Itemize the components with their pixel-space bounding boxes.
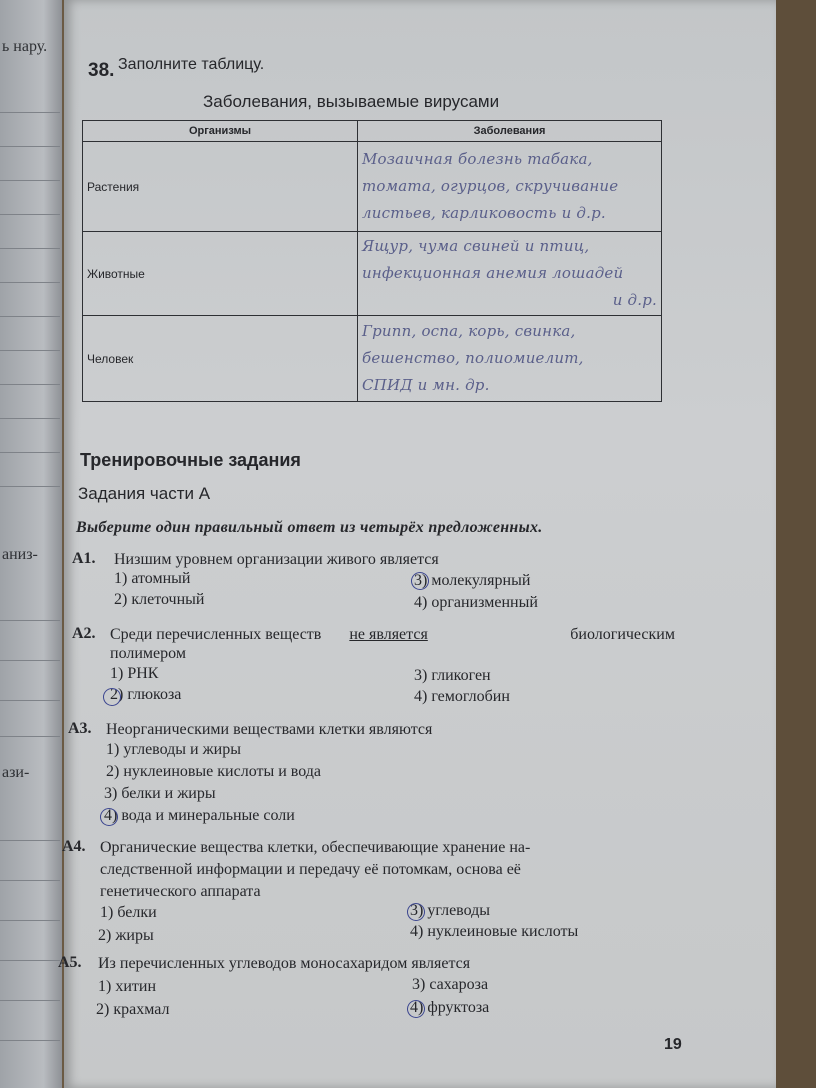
section-subtitle: Задания части А [78,484,211,503]
question-text: полимером [110,645,186,662]
answer-option[interactable]: 1) белки [100,904,157,921]
handwritten-line: томата, огурцов, скручивание [362,177,619,195]
handwritten-line: бешенство, полиомиелит, [362,349,584,367]
handwritten-line: инфекционная анемия лошадей [362,264,624,282]
answer-option[interactable]: 1) РНК [110,665,159,682]
answer-option[interactable]: 2) клеточный [114,591,205,608]
organism-cell: Человек [83,316,358,402]
left-page-edge [0,0,62,1088]
answer-option[interactable]: 2) нуклеиновые кислоты и вода [106,763,322,780]
answer-option[interactable]: 4) фруктоза [410,999,490,1016]
answer-option[interactable]: 3) белки и жиры [104,785,216,802]
answer-option[interactable]: 3) сахароза [412,976,489,993]
handwritten-line: листьев, карликовость и д.р. [362,204,606,222]
task-number: 38. [88,60,115,81]
question-number: А5. [58,954,82,971]
page-number: 19 [664,1036,682,1053]
handwritten-line: СПИД и мн. др. [362,376,490,394]
instruction: Выберите один правильный ответ из четырёх предложенных. [76,519,543,536]
handwritten-line: Мозаичная болезнь табака, [362,150,593,168]
answer-option[interactable]: 4) вода и минеральные соли [104,807,295,824]
left-page-fragment: аниз- [2,546,38,563]
page-edge [776,0,816,1088]
diseases-cell[interactable] [358,232,662,316]
answer-option[interactable]: 2) глюкоза [110,686,182,703]
table-title: Заболевания, вызываемые вирусами [203,92,500,111]
handwritten-line: Грипп, оспа, корь, свинка, [362,322,576,340]
question-text: Неорганическими веществами клетки являются [106,721,433,738]
diseases-table [82,120,662,402]
answer-option[interactable]: 2) крахмал [96,1001,170,1018]
diseases-cell[interactable] [358,316,662,402]
question-text: Низшим уровнем организации живого является [114,551,439,568]
answer-option[interactable]: 3) гликоген [414,667,491,684]
left-page-fragment: ь нару. [2,38,48,55]
handwritten-line: Ящур, чума свиней и птиц, [362,237,590,255]
answer-option[interactable]: 3) углеводы [410,902,491,919]
answer-option[interactable]: 1) хитин [98,978,157,995]
diseases-cell[interactable] [358,142,662,232]
task-prompt: Заполните таблицу. [118,56,265,73]
answer-option[interactable]: 4) организменный [414,594,538,611]
emphasis-underline: не является [349,626,428,643]
answer-option[interactable]: 4) гемоглобин [414,688,510,705]
question-text: Органические вещества клетки, обеспечивающие хранение на- [100,839,531,856]
answer-option[interactable]: 4) нуклеиновые кислоты [410,923,579,940]
column-header-diseases: Заболевания [358,121,662,142]
question-text: Из перечисленных углеводов моносахаридом является [98,955,471,972]
column-header-organisms: Организмы [83,121,358,142]
question-number: А2. [72,625,96,642]
organism-cell: Животные [83,232,358,316]
section-title: Тренировочные задания [80,450,301,470]
question-number: А3. [68,720,92,737]
answer-option[interactable]: 3) молекулярный [414,572,531,589]
question-text: Среди перечисленных веществ не является биологическим [110,626,675,643]
answer-option[interactable]: 2) жиры [98,927,154,944]
question-text: следственной информации и передачу её потомкам, основа её [100,861,521,878]
organism-cell: Растения [83,142,358,232]
question-number: А4. [62,838,86,855]
left-page-fragment: ази- [2,764,30,781]
answer-option[interactable]: 1) углеводы и жиры [106,741,241,758]
question-text: генетического аппарата [100,883,261,900]
question-number: А1. [72,550,96,567]
answer-option[interactable]: 1) атомный [114,570,191,587]
handwritten-line: и д.р. [612,291,657,309]
